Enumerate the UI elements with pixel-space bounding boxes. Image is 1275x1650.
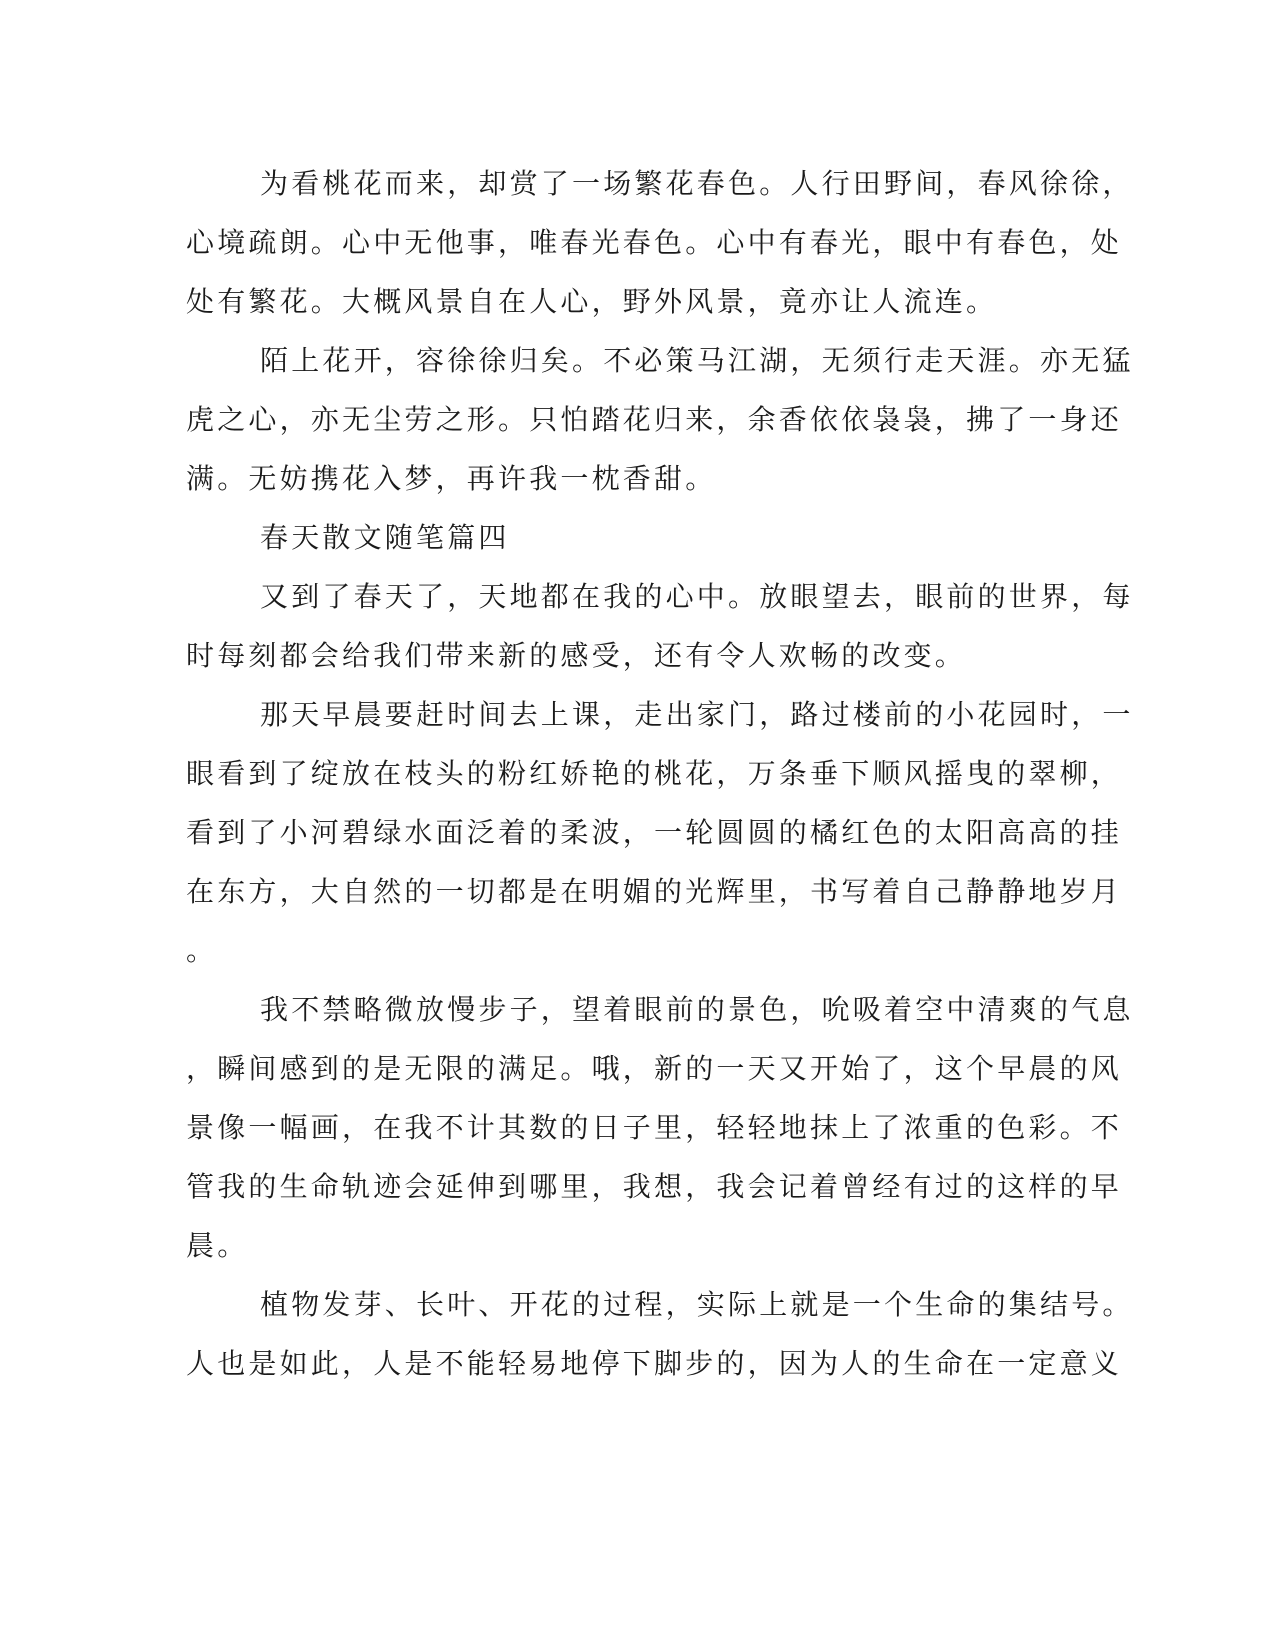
text-line: 植物发芽、长叶、开花的过程，实际上就是一个生命的集结号。	[260, 1288, 1134, 1321]
text-line: 看到了小河碧绿水面泛着的柔波，一轮圆圆的橘红色的太阳高高的挂	[186, 816, 1123, 849]
text-line: 管我的生命轨迹会延伸到哪里，我想，我会记着曾经有过的这样的早	[186, 1170, 1123, 1203]
text-line: 心境疏朗。心中无他事，唯春光春色。心中有春光，眼中有春色，处	[186, 226, 1123, 259]
text-line: 处有繁花。大概风景自在人心，野外风景，竟亦让人流连。	[186, 285, 998, 318]
text-line: 景像一幅画，在我不计其数的日子里，轻轻地抹上了浓重的色彩。不	[186, 1111, 1123, 1144]
text-line: ，瞬间感到的是无限的满足。哦，新的一天又开始了，这个早晨的风	[186, 1052, 1123, 1085]
text-line: 眼看到了绽放在枝头的粉红娇艳的桃花，万条垂下顺风摇曳的翠柳，	[186, 757, 1123, 790]
text-line: 。	[186, 934, 218, 967]
text-line: 为看桃花而来，却赏了一场繁花春色。人行田野间，春风徐徐，	[260, 167, 1134, 200]
text-line: 晨。	[186, 1229, 249, 1262]
text-line: 我不禁略微放慢步子，望着眼前的景色，吮吸着空中清爽的气息	[260, 993, 1134, 1026]
section-heading: 春天散文随笔篇四	[260, 521, 510, 554]
text-line: 那天早晨要赶时间去上课，走出家门，路过楼前的小花园时，一	[260, 698, 1134, 731]
text-line: 时每刻都会给我们带来新的感受，还有令人欢畅的改变。	[186, 639, 967, 672]
text-line: 又到了春天了，天地都在我的心中。放眼望去，眼前的世界，每	[260, 580, 1134, 613]
text-line: 人也是如此，人是不能轻易地停下脚步的，因为人的生命在一定意义	[186, 1347, 1123, 1380]
text-line: 陌上花开，容徐徐归矣。不必策马江湖，无须行走天涯。亦无猛	[260, 344, 1134, 377]
text-line: 在东方，大自然的一切都是在明媚的光辉里，书写着自己静静地岁月	[186, 875, 1123, 908]
text-line: 满。无妨携花入梦，再许我一枕香甜。	[186, 462, 717, 495]
text-line: 虎之心，亦无尘劳之形。只怕踏花归来，余香依依袅袅，拂了一身还	[186, 403, 1123, 436]
